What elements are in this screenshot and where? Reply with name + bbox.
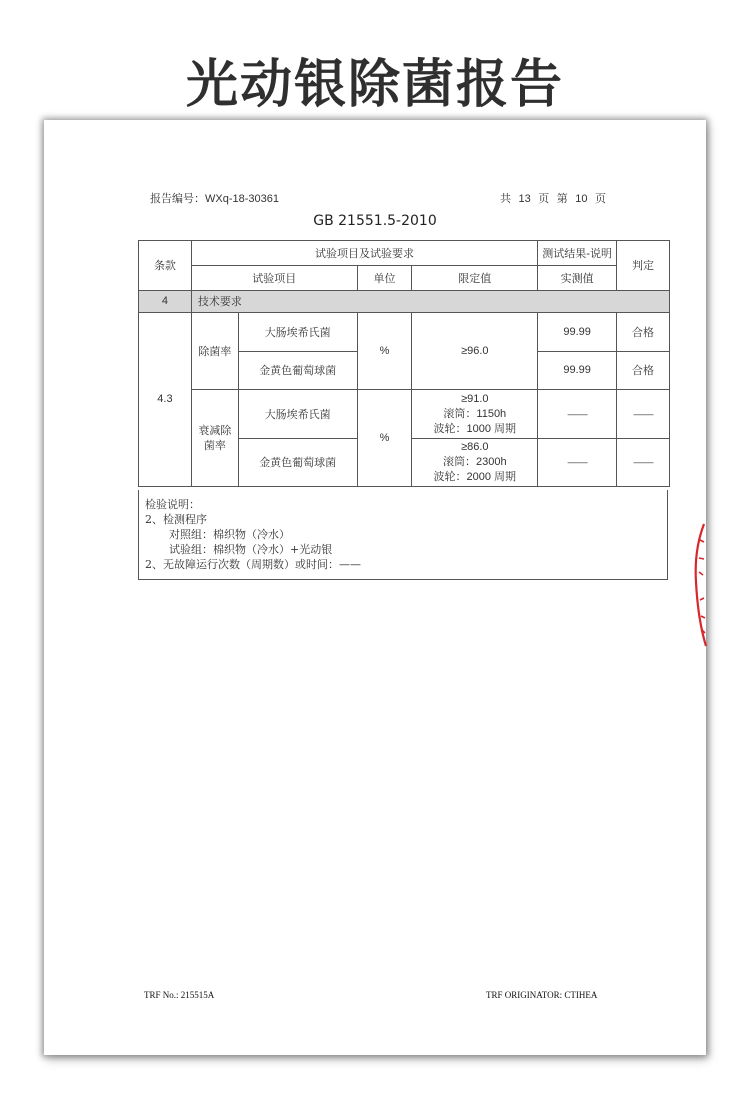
- limit-cell: ≥96.0: [412, 313, 538, 390]
- limit-line: 滚筒：2300h: [443, 456, 507, 468]
- page-headline: 光动银除菌报告: [185, 55, 564, 115]
- unit-cell: %: [357, 313, 412, 390]
- report-number-value: WXq-18-30361: [205, 193, 279, 205]
- section-title: 技术要求: [191, 291, 669, 313]
- trf-originator: TRF ORIGINATOR: CTIHEA: [486, 990, 598, 1000]
- table-row: [139, 390, 670, 439]
- page-current-suffix: 页: [595, 192, 606, 205]
- header-measured: 实测值: [538, 266, 617, 291]
- measured-value: 99.99: [538, 352, 617, 390]
- notes-line: 试验组：棉织物（冷水）+光动银: [169, 543, 333, 556]
- report-number: [150, 190, 279, 206]
- section-row: [139, 291, 670, 313]
- report-number-label: 报告编号：: [150, 192, 205, 205]
- pages-total-prefix: 共: [500, 192, 511, 205]
- judgement-cell: 合格: [617, 352, 670, 390]
- judgement-cell: ——: [617, 439, 670, 487]
- measured-value: ——: [538, 439, 617, 487]
- standard-title: GB 21551.5-2010: [313, 213, 437, 229]
- limit-line: 波轮：2000 周期: [433, 471, 517, 483]
- section-number: 4: [139, 291, 192, 313]
- trf-number: TRF No.: 215515A: [144, 990, 215, 1000]
- judgement-cell: 合格: [617, 313, 670, 352]
- header-clause: 条款: [139, 241, 192, 291]
- limit-line: ≥86.0: [461, 441, 489, 453]
- red-seal-stamp: [690, 520, 710, 650]
- group-name-attenuation: 衰减除菌率: [191, 390, 238, 487]
- item-name: 金黄色葡萄球菌: [238, 352, 357, 390]
- notes-title: 检验说明：: [145, 498, 200, 511]
- unit-cell: %: [357, 390, 412, 487]
- header-unit: 单位: [357, 266, 412, 291]
- limit-line: 波轮：1000 周期: [433, 422, 517, 435]
- measured-value: ——: [538, 390, 617, 439]
- header-limit: 限定值: [412, 266, 538, 291]
- clause-number: 4.3: [139, 313, 192, 487]
- notes-line: 2、无故障运行次数（周期数）或时间：——: [145, 558, 361, 571]
- judgement-cell: ——: [617, 390, 670, 439]
- header-item: 试验项目: [191, 266, 357, 291]
- item-name: 大肠埃希氏菌: [238, 313, 357, 352]
- page-indicator: [500, 190, 610, 206]
- page-current: 10: [575, 193, 588, 205]
- limit-line: ≥91.0: [461, 392, 489, 405]
- notes-line: 对照组：棉织物（冷水）: [169, 528, 290, 541]
- pages-total-suffix: 页: [538, 192, 550, 205]
- table-row: [139, 313, 670, 352]
- test-results-table: [138, 240, 670, 487]
- report-page: [44, 120, 706, 1055]
- pages-total: 13: [518, 193, 531, 205]
- header-items-group: 试验项目及试验要求: [191, 241, 537, 266]
- limit-line: 滚筒：1150h: [443, 407, 507, 420]
- header-results-group: 测试结果-说明: [538, 241, 617, 266]
- limit-cell: [412, 439, 538, 487]
- group-name-removal: 除菌率: [191, 313, 238, 390]
- notes-line: 2、检测程序: [145, 513, 207, 526]
- item-name: 大肠埃希氏菌: [238, 390, 357, 439]
- item-name: 金黄色葡萄球菌: [238, 439, 357, 487]
- measured-value: 99.99: [538, 313, 617, 352]
- limit-cell: [412, 390, 538, 439]
- header-judgement: 判定: [617, 241, 670, 291]
- page-current-prefix: 第: [556, 192, 568, 205]
- inspection-notes: [138, 490, 668, 580]
